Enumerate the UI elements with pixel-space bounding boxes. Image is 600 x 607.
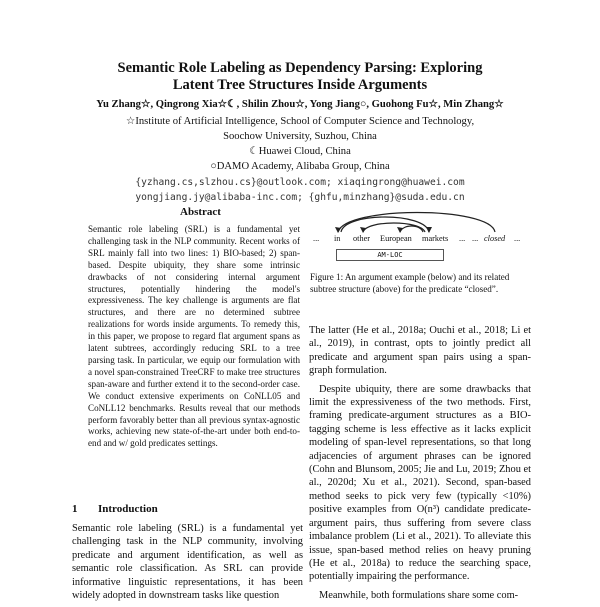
section-number: 1 [72,503,78,515]
figure-word: ... [472,234,479,243]
title-line-1: Semantic Role Labeling as Dependency Parsing: Exploring [117,60,483,76]
emails [0,175,600,205]
figure-word: European [380,234,412,243]
figure-word: ... [459,234,466,243]
affiliation-line: Soochow University, Suzhou, China [223,131,377,142]
affiliation-line: ☆Institute of Artificial Intelligence, School of Computer Science and Technology, [125,116,475,127]
affiliation-line: ○DAMO Academy, Alibaba Group, China [210,161,390,172]
affiliation-line: ☾Huawei Cloud, China [249,146,351,157]
abstract-body: Semantic role labeling (SRL) is a fundamental yet challenging task in the NLP community. Recent works of SRL mainly fall into two lines: 1) BIO-based; 2) span-based. Despite ubiquity, they share some intrinsic drawbacks of not considering internal argument structures, potentially hindering the model's expressiveness. The key challenge is arguments are flat structures, and there are no determined subtree realizations for words inside arguments. To remedy this, in this paper, we propose to regard flat argument spans as latent subtrees, accordingly reducing SRL to a tree parsing task. In particular, we equip our formulation with a novel span-constrained TreeCRF to make tree structures span-aware and further extend it to the second-order case. We conduct extensive experiments on CoNLL05 and CoNLL12 benchmarks. Results reveal that our methods perform favorably better than all previous syntax-agnostic works, achieving new state-of-the-art under both end-to-end and w/ gold predicates settings. [88,224,300,449]
section-title: Introduction [98,503,158,515]
email-line: {yzhang.cs,slzhou.cs}@outlook.com; xiaqingrong@huawei.com [135,177,465,188]
title-line-2: Latent Tree Structures Inside Arguments [172,77,428,93]
email-line: yongjiang.jy@alibaba-inc.com; {ghfu,minzhang}@suda.edu.cn [135,192,465,203]
arc-in-markets [341,217,429,232]
figure-word-predicate: closed [484,234,506,243]
figure-word: other [353,234,371,243]
right-column-text [309,324,531,607]
figure-word: markets [422,234,449,243]
figure-word: in [334,234,341,243]
author-list: Yu Zhang☆, Qingrong Xia☆☾, Shilin Zhou☆, Yong Jiang○, Guohong Fu☆, Min Zhang☆ [96,99,504,110]
paragraph: Meanwhile, both formulations share some com- [319,589,519,601]
paragraph: The latter (He et al., 2018a; Ouchi et al., 2018; Li et al., 2019), in contrast, opts to jointly predict all predicate and argument span pairs using a span-graph formulation. [309,325,531,377]
figure-word: ... [514,234,521,243]
section-heading [72,503,158,515]
figure-word: ... [313,234,320,243]
span-label-box: AM-LOC [336,249,444,261]
figure-caption: Figure 1: An argument example (below) and its related subtree structure (above) for the predicate “closed”. [310,272,510,294]
arc-markets-other [363,223,425,232]
abstract-heading: Abstract [180,206,221,218]
paragraph: Despite ubiquity, there are some drawbacks that limit the expressiveness of the two methods. First, framing predicate-argument structures as a BIO-tagging scheme is less effective as it lacks explicit modeling of span-level representations, so that long adjacencies of argument phrases can be ignored (Cohn and Blunsom, 2005; Jie and Lu, 2019; Zhou et al., 2020d; Xu et al., 2021). Second, span-based method seeks to pick very few (typically <10%) positive examples from O(n³) candidate predicate-argument pairs, thus suffering from severe class imbalance problem (Li et al., 2021). To alleviate this issue, span-based method relies on heavy pruning (He et al., 2018a) to reduce the searching space, potentially impairing the performance. [309,383,531,583]
affiliations [0,114,600,174]
intro-paragraph: Semantic role labeling (SRL) is a fundamental yet challenging task in the NLP community, involving predicate and argument identification, as well as semantic role classification. As SRL can provide informative linguistic representations, it has been widely adopted in downstream tasks like question [72,523,303,602]
paper-title [0,60,600,94]
